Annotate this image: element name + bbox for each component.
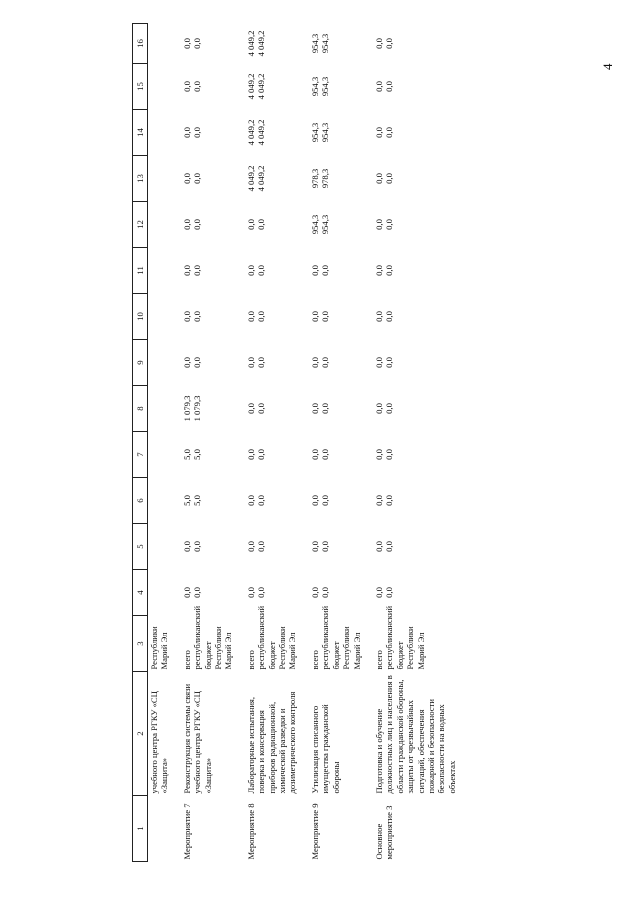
measure-description: учебного центра РГКУ «СЦ «Защита»	[149, 691, 170, 794]
value-republican-budget: 0,0	[320, 403, 331, 414]
value-cell	[245, 294, 299, 340]
value-cell	[373, 110, 458, 156]
value-total: 0,0	[309, 449, 320, 460]
value-cell	[148, 248, 171, 294]
measure-name: Основное мероприятие 3	[373, 805, 395, 860]
column-number: 15	[133, 64, 148, 110]
value-cell	[373, 202, 458, 248]
value-republican-budget: 0,0	[384, 173, 395, 184]
value-cell	[245, 156, 299, 202]
value-cell	[373, 294, 458, 340]
column-number: 14	[133, 110, 148, 156]
value-total: 0,0	[309, 403, 320, 414]
value-republican-budget: 0,0	[256, 357, 267, 368]
page-number: 4	[600, 63, 615, 70]
column-number: 11	[133, 248, 148, 294]
value-republican-budget: 4 049,2	[256, 165, 267, 192]
column-number: 10	[133, 294, 148, 340]
value-republican-budget: 954,3	[320, 214, 331, 235]
value-cell	[373, 524, 458, 570]
value-cell	[373, 340, 458, 386]
value-republican-budget: 0,0	[192, 173, 203, 184]
value-republican-budget: 0,0	[320, 541, 331, 552]
value-republican-budget: 0,0	[320, 265, 331, 276]
row-spacer	[299, 24, 309, 862]
value-republican-budget: 0,0	[384, 541, 395, 552]
value-republican-budget: 1 079,3	[192, 395, 203, 422]
row-spacer	[171, 24, 181, 862]
value-cell	[148, 340, 171, 386]
column-number: 3	[133, 616, 148, 672]
header-row	[133, 24, 148, 862]
value-total: 0,0	[245, 265, 256, 276]
value-total: 0,0	[245, 495, 256, 506]
value-cell	[245, 570, 299, 616]
value-republican-budget: 0,0	[384, 81, 395, 92]
column-number: 7	[133, 432, 148, 478]
value-total: 0,0	[373, 38, 384, 49]
row-spacer	[235, 24, 245, 862]
value-republican-budget: 0,0	[384, 495, 395, 506]
column-number: 9	[133, 340, 148, 386]
value-total: 0,0	[181, 173, 192, 184]
value-cell	[245, 524, 299, 570]
value-total: 0,0	[373, 265, 384, 276]
value-cell	[309, 202, 363, 248]
value-cell	[245, 110, 299, 156]
value-total: 0,0	[373, 173, 384, 184]
column-number: 13	[133, 156, 148, 202]
value-cell	[148, 294, 171, 340]
value-total: 0,0	[309, 357, 320, 368]
value-total: 5,0	[181, 495, 192, 506]
value-total: 0,0	[309, 587, 320, 598]
value-republican-budget: 954,3	[320, 76, 331, 97]
value-total: 4 049,2	[245, 119, 256, 146]
value-republican-budget: 954,3	[320, 33, 331, 54]
measure-description: Реконструкция системы связи учебного центра РГКУ «СЦ «Защита»	[181, 683, 213, 794]
column-number: 6	[133, 478, 148, 524]
value-republican-budget: 0,0	[320, 587, 331, 598]
value-republican-budget: 0,0	[384, 127, 395, 138]
value-cell	[309, 110, 363, 156]
value-republican-budget: 0,0	[320, 449, 331, 460]
value-total: 0,0	[373, 219, 384, 230]
value-cell	[309, 64, 363, 110]
column-number: 2	[133, 672, 148, 796]
value-cell	[373, 478, 458, 524]
value-total: 0,0	[181, 219, 192, 230]
value-total: 0,0	[373, 495, 384, 506]
value-cell	[309, 156, 363, 202]
value-total: 0,0	[181, 541, 192, 552]
table-row	[181, 24, 235, 862]
value-cell	[181, 64, 235, 110]
value-republican-budget: 5,0	[192, 495, 203, 506]
value-total: 954,3	[309, 122, 320, 143]
column-number: 8	[133, 386, 148, 432]
value-total: 0,0	[309, 541, 320, 552]
spacer-cell	[458, 24, 468, 862]
value-republican-budget: 0,0	[384, 403, 395, 414]
value-republican-budget: 0,0	[384, 265, 395, 276]
value-cell	[373, 156, 458, 202]
value-total: 0,0	[373, 449, 384, 460]
value-cell	[245, 386, 299, 432]
measure-description: Лабораторные испытания, поверка и консервация приборов радиационной, химической разведки и дозиметрического контроля	[245, 691, 298, 794]
value-republican-budget: 0,0	[320, 357, 331, 368]
value-cell	[245, 64, 299, 110]
value-republican-budget: 0,0	[256, 541, 267, 552]
rotated-table-wrapper	[132, 24, 620, 862]
value-total: 4 049,2	[245, 165, 256, 192]
value-total: 0,0	[373, 541, 384, 552]
value-republican-budget: 0,0	[192, 38, 203, 49]
value-cell	[181, 524, 235, 570]
value-cell	[309, 24, 363, 64]
value-cell	[148, 524, 171, 570]
value-republican-budget: 4 049,2	[256, 119, 267, 146]
value-republican-budget: 0,0	[256, 587, 267, 598]
value-republican-budget: 0,0	[320, 311, 331, 322]
value-republican-budget: 978,3	[320, 168, 331, 189]
value-republican-budget: 0,0	[192, 541, 203, 552]
measure-name: Мероприятие 8	[245, 803, 256, 860]
value-total: 1 079,3	[181, 395, 192, 422]
value-total: 954,3	[309, 214, 320, 235]
value-cell	[181, 386, 235, 432]
value-republican-budget: 4 049,2	[256, 73, 267, 100]
value-cell	[309, 248, 363, 294]
value-republican-budget: 0,0	[192, 357, 203, 368]
value-cell	[181, 202, 235, 248]
spacer-cell	[235, 24, 245, 862]
value-cell	[373, 432, 458, 478]
value-cell	[309, 340, 363, 386]
value-total: 954,3	[309, 33, 320, 54]
measure-description: Утилизация списанного имущества гражданской обороны	[309, 704, 341, 794]
spacer-cell	[299, 24, 309, 862]
value-cell	[181, 248, 235, 294]
value-total: 0,0	[181, 311, 192, 322]
measure-description: Подготовка и обучение должностных лиц и населения в области гражданской обороны, защиты от чрезвычайных ситуаций, обеспечения пожарной и безопасности безопасности на водных объектах	[373, 675, 457, 794]
value-total: 4 049,2	[245, 73, 256, 100]
value-republican-budget: 4 049,2	[256, 30, 267, 57]
measure-name: Мероприятие 9	[309, 803, 320, 860]
value-total: 4 049,2	[245, 30, 256, 57]
value-cell	[181, 156, 235, 202]
table-row	[309, 24, 363, 862]
value-republican-budget: 0,0	[256, 311, 267, 322]
value-total: 0,0	[309, 311, 320, 322]
value-total: 0,0	[373, 403, 384, 414]
value-cell	[148, 110, 171, 156]
value-total: 0,0	[245, 587, 256, 598]
value-republican-budget: 0,0	[192, 265, 203, 276]
value-total: 0,0	[181, 81, 192, 92]
value-cell	[148, 202, 171, 248]
value-total: 0,0	[245, 541, 256, 552]
value-cell	[148, 386, 171, 432]
value-cell	[181, 478, 235, 524]
value-republican-budget: 954,3	[320, 122, 331, 143]
value-total: 0,0	[245, 449, 256, 460]
value-total: 0,0	[181, 587, 192, 598]
value-cell	[148, 478, 171, 524]
value-republican-budget: 0,0	[384, 311, 395, 322]
value-republican-budget: 5,0	[192, 449, 203, 460]
value-cell	[309, 570, 363, 616]
spacer-cell	[363, 24, 373, 862]
value-cell	[309, 478, 363, 524]
spacer-cell	[171, 24, 181, 862]
value-republican-budget: 0,0	[256, 403, 267, 414]
value-cell	[309, 294, 363, 340]
value-total: 0,0	[245, 311, 256, 322]
value-total: 0,0	[181, 38, 192, 49]
value-republican-budget: 0,0	[256, 449, 267, 460]
value-cell	[181, 24, 235, 64]
value-total: 5,0	[181, 449, 192, 460]
value-cell	[148, 64, 171, 110]
column-number: 12	[133, 202, 148, 248]
value-cell	[181, 110, 235, 156]
value-republican-budget: 0,0	[384, 357, 395, 368]
column-number: 16	[133, 24, 148, 64]
value-cell	[373, 64, 458, 110]
value-total: 0,0	[181, 265, 192, 276]
value-republican-budget: 0,0	[256, 495, 267, 506]
value-total: 0,0	[245, 403, 256, 414]
budget-table	[132, 23, 468, 862]
value-cell	[245, 248, 299, 294]
value-republican-budget: 0,0	[320, 495, 331, 506]
value-total: 0,0	[245, 357, 256, 368]
value-cell	[309, 386, 363, 432]
value-republican-budget: 0,0	[192, 587, 203, 598]
value-total: 0,0	[309, 495, 320, 506]
value-cell	[373, 248, 458, 294]
value-total: 0,0	[373, 81, 384, 92]
value-cell	[245, 340, 299, 386]
value-cell	[373, 24, 458, 64]
value-cell	[181, 432, 235, 478]
value-republican-budget: 0,0	[256, 265, 267, 276]
funding-source: всего республиканский бюджет Республики Марий Эл	[309, 605, 362, 670]
table-row	[245, 24, 299, 862]
funding-source: всего республиканский бюджет Республики Марий Эл	[181, 605, 234, 670]
value-total: 0,0	[245, 219, 256, 230]
value-republican-budget: 0,0	[192, 81, 203, 92]
value-cell	[309, 524, 363, 570]
measure-name	[148, 796, 171, 862]
measure-name: Мероприятие 7	[181, 803, 192, 860]
funding-source: всего республиканский бюджет Республики Марий Эл	[245, 605, 298, 670]
value-cell	[373, 386, 458, 432]
value-republican-budget: 0,0	[384, 219, 395, 230]
value-cell	[245, 202, 299, 248]
value-republican-budget: 0,0	[192, 311, 203, 322]
value-cell	[148, 156, 171, 202]
value-total: 0,0	[309, 265, 320, 276]
column-number: 1	[133, 796, 148, 862]
value-republican-budget: 0,0	[256, 219, 267, 230]
value-total: 0,0	[373, 127, 384, 138]
value-republican-budget: 0,0	[192, 127, 203, 138]
row-spacer	[458, 24, 468, 862]
value-cell	[309, 432, 363, 478]
value-cell	[148, 432, 171, 478]
value-total: 0,0	[373, 587, 384, 598]
value-total: 954,3	[309, 76, 320, 97]
table-row	[373, 24, 458, 862]
value-cell	[245, 24, 299, 64]
value-total: 0,0	[373, 311, 384, 322]
value-republican-budget: 0,0	[192, 219, 203, 230]
column-number: 4	[133, 570, 148, 616]
row-spacer	[363, 24, 373, 862]
value-republican-budget: 0,0	[384, 587, 395, 598]
value-cell	[148, 570, 171, 616]
value-cell	[181, 340, 235, 386]
value-total: 0,0	[373, 357, 384, 368]
value-cell	[245, 432, 299, 478]
funding-source: Республики Марий Эл	[149, 626, 170, 670]
table-row	[148, 24, 171, 862]
value-cell	[181, 570, 235, 616]
value-republican-budget: 0,0	[384, 38, 395, 49]
value-total: 978,3	[309, 168, 320, 189]
value-cell	[245, 478, 299, 524]
value-republican-budget: 0,0	[384, 449, 395, 460]
value-total: 0,0	[181, 127, 192, 138]
value-total: 0,0	[181, 357, 192, 368]
value-cell	[148, 24, 171, 64]
column-number: 5	[133, 524, 148, 570]
value-cell	[181, 294, 235, 340]
funding-source: всего республиканский бюджет Республики Марий Эл	[373, 605, 426, 670]
